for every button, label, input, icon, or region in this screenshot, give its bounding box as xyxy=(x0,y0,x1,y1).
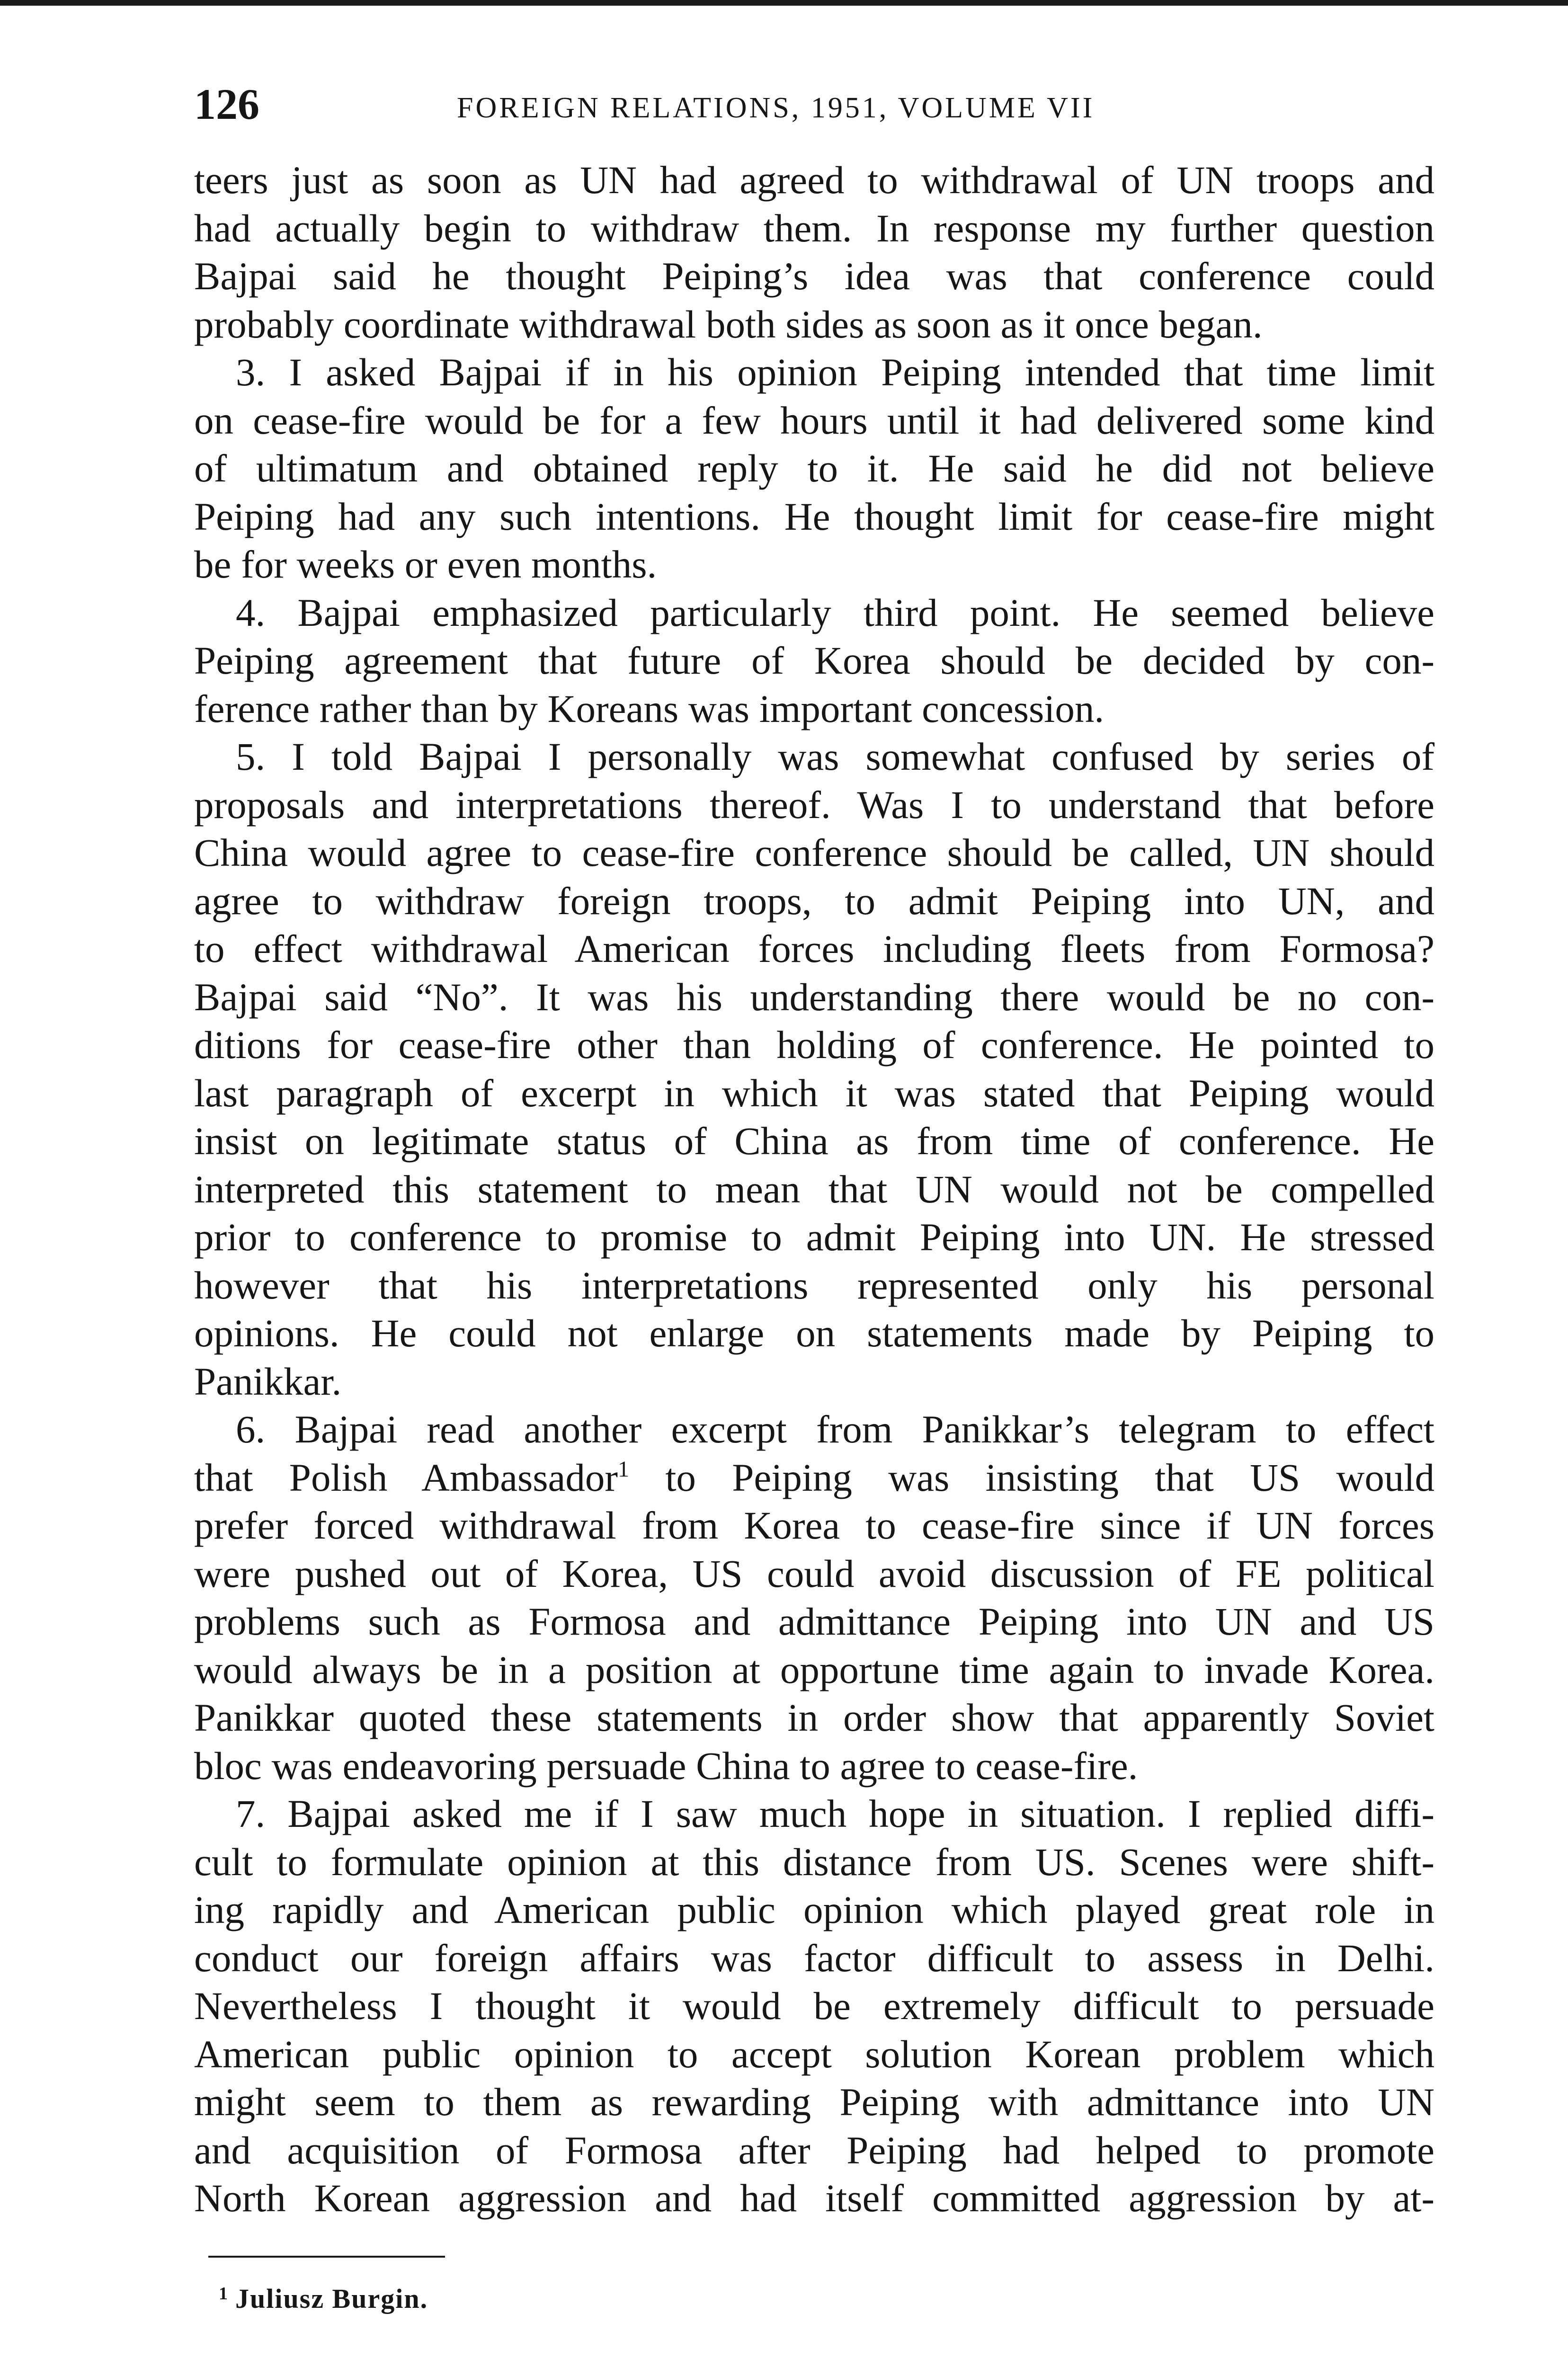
text-line: ditions for cease-fire other than holding of conference. He pointed to xyxy=(194,1023,1434,1067)
text-line: prefer forced withdrawal from Korea to cease-fire since if UN forces xyxy=(194,1504,1434,1547)
text-line: Nevertheless I thought it would be extremely difficult to persuade xyxy=(194,1984,1434,2028)
footnote xyxy=(219,2275,428,2318)
text-line: ference rather than by Koreans was important concession. xyxy=(194,686,1105,730)
text-line: opinions. He could not enlarge on statements made by Peiping to xyxy=(194,1311,1434,1355)
text-line: and acquisition of Formosa after Peiping had helped to promote xyxy=(194,2128,1434,2172)
text-line: insist on legitimate status of China as from time of conference. He xyxy=(194,1119,1434,1163)
text-line: conduct our foreign affairs was factor difficult to assess in Delhi. xyxy=(194,1936,1434,1980)
text-segment: that Polish Ambassador xyxy=(194,1455,618,1499)
body-text xyxy=(194,156,1434,2223)
text-line: interpreted this statement to mean that UN would not be compelled xyxy=(194,1167,1434,1211)
text-segment: to Peiping was insisting that US would xyxy=(629,1455,1434,1499)
text-line: North Korean aggression and had itself committed aggression by at- xyxy=(194,2176,1434,2220)
footnote-divider xyxy=(208,2256,445,2258)
text-line: of ultimatum and obtained reply to it. He said he did not believe xyxy=(194,446,1434,490)
text-line: were pushed out of Korea, US could avoid discussion of FE political xyxy=(194,1551,1434,1595)
text-line: bloc was endeavoring persuade China to agree to cease-fire. xyxy=(194,1744,1138,1788)
text-line: Panikkar quoted these statements in order show that apparently Soviet xyxy=(194,1696,1434,1739)
text-line: might seem to them as rewarding Peiping with admittance into UN xyxy=(194,2080,1434,2124)
text-line: China would agree to cease-fire conference should be called, UN should xyxy=(194,831,1434,874)
paragraph-6-start: 6. Bajpai read another excerpt from Panikkar’s telegram to effect xyxy=(236,1407,1434,1451)
text-line: problems such as Formosa and admittance Peiping into UN and US xyxy=(194,1600,1434,1643)
text-line: cult to formulate opinion at this distance from US. Scenes were shift- xyxy=(194,1840,1434,1884)
running-head: FOREIGN RELATIONS, 1951, VOLUME VII xyxy=(457,92,1095,124)
text-line: agree to withdraw foreign troops, to admit Peiping into UN, and xyxy=(194,879,1434,923)
page-header xyxy=(194,76,1434,133)
text-line: had actually begin to withdraw them. In response my further question xyxy=(194,206,1434,250)
text-line: to effect withdrawal American forces including fleets from Formosa? xyxy=(194,927,1434,970)
text-line: American public opinion to accept solution Korean problem which xyxy=(194,2032,1434,2076)
text-line: would always be in a position at opportune time again to invade Korea. xyxy=(194,1647,1434,1691)
text-line: however that his interpretations represented only his personal xyxy=(194,1263,1434,1307)
text-line: probably coordinate withdrawal both sides as soon as it once began. xyxy=(194,302,1263,346)
text-line: Peiping had any such intentions. He thought limit for cease-fire might xyxy=(194,494,1434,538)
text-line: on cease-fire would be for a few hours until it had delivered some kind xyxy=(194,398,1434,442)
footnote-marker: 1 xyxy=(219,2284,229,2304)
paragraph-7-start: 7. Bajpai asked me if I saw much hope in situation. I replied diffi- xyxy=(236,1792,1434,1835)
text-line: proposals and interpretations thereof. Was I to understand that before xyxy=(194,783,1434,827)
footnote-text: Juliusz Burgin. xyxy=(235,2283,428,2314)
top-edge-rule xyxy=(0,0,1568,6)
paragraph-3-start: 3. I asked Bajpai if in his opinion Peiping intended that time limit xyxy=(236,350,1434,394)
text-line: ing rapidly and American public opinion which played great role in xyxy=(194,1888,1434,1931)
paragraph-5-start: 5. I told Bajpai I personally was somewhat confused by series of xyxy=(236,735,1434,778)
text-line: Bajpai said “No”. It was his understanding there would be no con- xyxy=(194,975,1434,1019)
text-line: Peiping agreement that future of Korea should be decided by con- xyxy=(194,639,1434,682)
text-line: Panikkar. xyxy=(194,1359,342,1403)
page-number: 126 xyxy=(194,80,259,128)
text-line: be for weeks or even months. xyxy=(194,543,657,586)
text-line: teers just as soon as UN had agreed to withdrawal of UN troops and xyxy=(194,158,1434,202)
text-line: Bajpai said he thought Peiping’s idea was that conference could xyxy=(194,254,1434,298)
paragraph-4-start: 4. Bajpai emphasized particularly third point. He seemed believe xyxy=(236,590,1434,634)
text-line-with-footnote-ref xyxy=(194,1454,1434,1502)
text-line: last paragraph of excerpt in which it was stated that Peiping would xyxy=(194,1071,1434,1115)
text-line: prior to conference to promise to admit Peiping into UN. He stressed xyxy=(194,1215,1434,1259)
footnote-reference: 1 xyxy=(618,1456,630,1482)
